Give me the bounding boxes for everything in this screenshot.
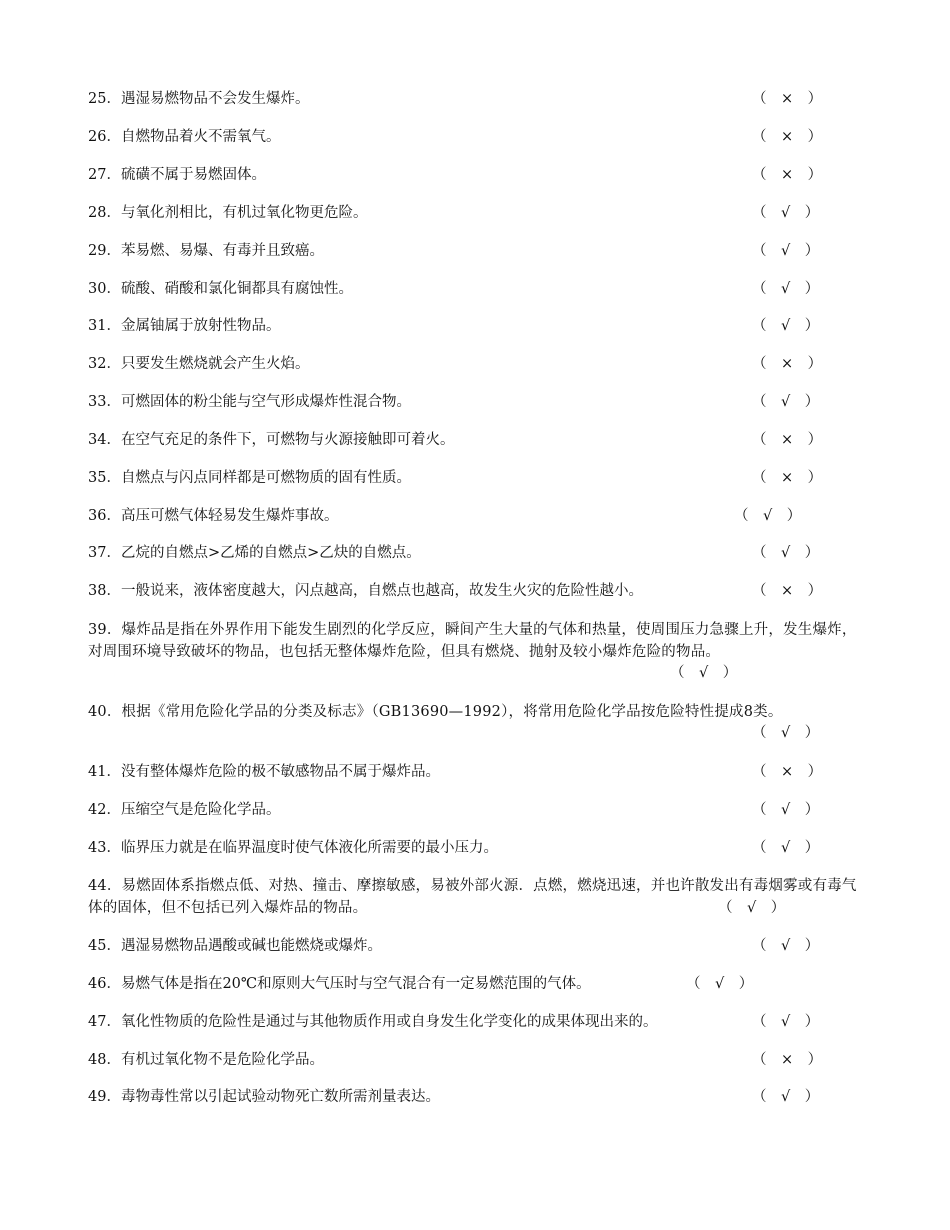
answer-40: （ √ ） bbox=[752, 725, 820, 741]
answer-26: （ × ） bbox=[752, 129, 823, 145]
answer-47: （ √ ） bbox=[752, 1014, 820, 1030]
answer-30: （ √ ） bbox=[752, 281, 820, 297]
answer-27: （ × ） bbox=[752, 167, 823, 183]
question-39: 39．爆炸品是指在外界作用下能发生剧烈的化学反应，瞬间产生大量的气体和热量，使周围压力急骤上升，发生爆炸，对周围环境导致破坏的物品，也包括无整体爆炸危险，但具有燃烧、抛射及较小爆炸危险的物品。 bbox=[88, 622, 857, 660]
answer-49: （ √ ） bbox=[752, 1089, 820, 1105]
answer-46: （ √ ） bbox=[686, 976, 754, 992]
question-36: 36．高压可燃气体轻易发生爆炸事故。 bbox=[88, 508, 339, 524]
answer-33: （ √ ） bbox=[752, 394, 820, 410]
question-32: 32．只要发生燃烧就会产生火焰。 bbox=[88, 356, 310, 372]
question-38: 38．一般说来，液体密度越大，闪点越高，自燃点也越高，故发生火灾的危险性越小。 bbox=[88, 583, 643, 599]
question-31: 31．金属铀属于放射性物品。 bbox=[88, 318, 281, 334]
question-33: 33．可燃固体的粉尘能与空气形成爆炸性混合物。 bbox=[88, 394, 411, 410]
question-34: 34．在空气充足的条件下，可燃物与火源接触即可着火。 bbox=[88, 432, 455, 448]
answer-48: （ × ） bbox=[752, 1052, 823, 1068]
question-35: 35．自燃点与闪点同样都是可燃物质的固有性质。 bbox=[88, 470, 411, 486]
question-49: 49．毒物毒性常以引起试验动物死亡数所需剂量表达。 bbox=[88, 1089, 440, 1105]
question-46: 46．易燃气体是指在20℃和原则大气压时与空气混合有一定易燃范围的气体。 bbox=[88, 976, 591, 992]
answer-28: （ √ ） bbox=[752, 205, 820, 221]
answer-25: （ × ） bbox=[752, 91, 823, 107]
question-40: 40．根据《常用危险化学品的分类及标志》（GB13690—1992），将常用危险化学品按危险特性提成8类。 bbox=[88, 704, 783, 720]
answer-42: （ √ ） bbox=[752, 802, 820, 818]
answer-31: （ √ ） bbox=[752, 318, 820, 334]
question-44: 44．易燃固体系指燃点低、对热、撞击、摩擦敏感，易被外部火源．点燃，燃烧迅速，并也许散发出有毒烟雾或有毒气体的固体，但不包括已列入爆炸品的物品。 bbox=[88, 878, 857, 916]
answer-38: （ × ） bbox=[752, 583, 823, 599]
question-25: 25．遇湿易燃物品不会发生爆炸。 bbox=[88, 91, 310, 107]
answer-37: （ √ ） bbox=[752, 545, 820, 561]
answer-34: （ × ） bbox=[752, 432, 823, 448]
answer-43: （ √ ） bbox=[752, 840, 820, 856]
question-26: 26．自燃物品着火不需氧气。 bbox=[88, 129, 281, 145]
answer-41: （ × ） bbox=[752, 764, 823, 780]
answer-39: （ √ ） bbox=[670, 665, 738, 681]
question-27: 27．硫磺不属于易燃固体。 bbox=[88, 167, 266, 183]
question-45: 45．遇湿易燃物品遇酸或碱也能燃烧或爆炸。 bbox=[88, 938, 382, 954]
question-29: 29．苯易燃、易爆、有毒并且致癌。 bbox=[88, 243, 324, 259]
question-28: 28．与氧化剂相比，有机过氧化物更危险。 bbox=[88, 205, 368, 221]
question-41: 41．没有整体爆炸危险的极不敏感物品不属于爆炸品。 bbox=[88, 764, 440, 780]
question-43: 43．临界压力就是在临界温度时使气体液化所需要的最小压力。 bbox=[88, 840, 498, 856]
question-30: 30．硫酸、硝酸和氯化铜都具有腐蚀性。 bbox=[88, 281, 353, 297]
question-37: 37．乙烷的自燃点>乙烯的自燃点>乙炔的自燃点。 bbox=[88, 545, 421, 561]
question-42: 42．压缩空气是危险化学品。 bbox=[88, 802, 281, 818]
answer-44: （ √ ） bbox=[718, 900, 786, 916]
answer-45: （ √ ） bbox=[752, 938, 820, 954]
answer-29: （ √ ） bbox=[752, 243, 820, 259]
answer-36: （ √ ） bbox=[734, 508, 802, 524]
answer-35: （ × ） bbox=[752, 470, 823, 486]
question-48: 48．有机过氧化物不是危险化学品。 bbox=[88, 1052, 324, 1068]
answer-32: （ × ） bbox=[752, 356, 823, 372]
question-47: 47．氧化性物质的危险性是通过与其他物质作用或自身发生化学变化的成果体现出来的。 bbox=[88, 1014, 658, 1030]
